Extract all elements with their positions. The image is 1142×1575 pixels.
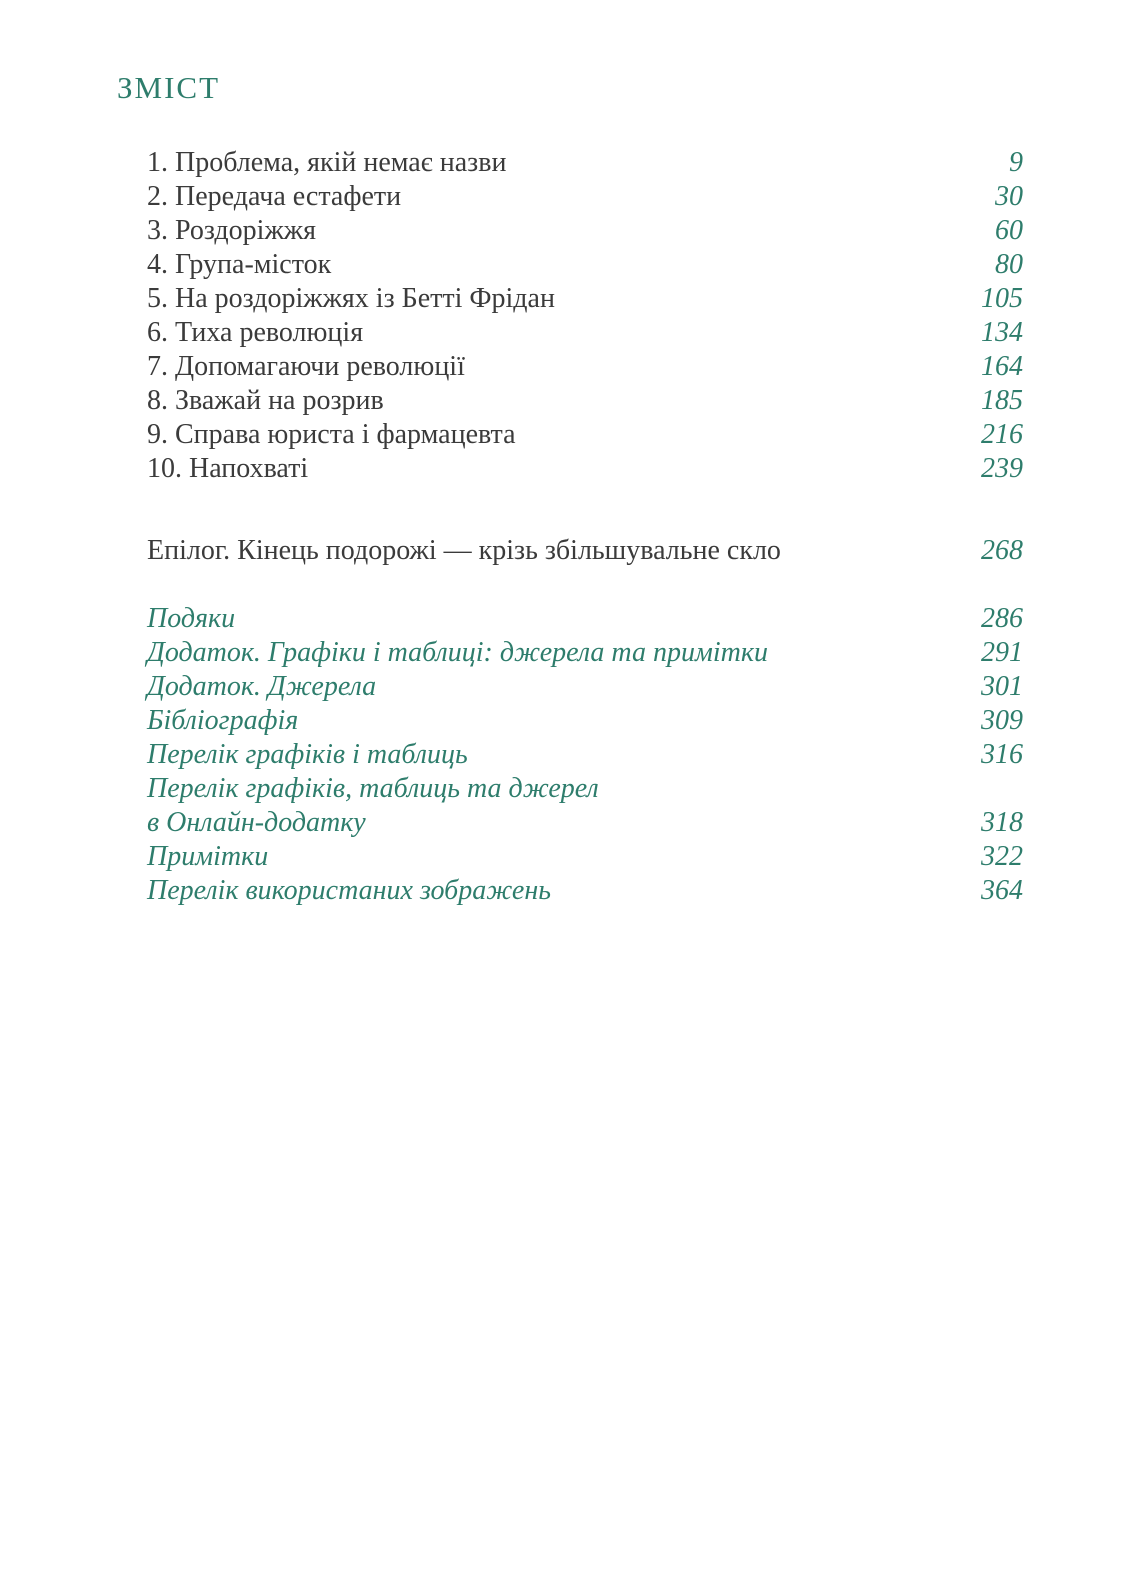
toc-entry-page-number: 80 [995,249,1023,280]
table-of-contents [147,146,1023,908]
toc-row [147,874,1023,908]
toc-entry-page-number: 286 [981,603,1023,634]
toc-entry-label: 7. Допомагаючи революції [147,351,465,382]
toc-entry-label: Додаток. Джерела [147,671,377,702]
toc-entry-page-number: 105 [981,283,1023,314]
toc-row [147,840,1023,874]
toc-entry-page-number: 301 [981,671,1023,702]
toc-entry-label: 6. Тиха революція [147,317,364,348]
toc-entry-page-number: 268 [981,535,1023,566]
toc-row [147,384,1023,418]
toc-row [147,772,1023,806]
toc-entry-label: 2. Передача естафети [147,181,402,212]
toc-entry-label: 4. Група-місток [147,249,332,280]
toc-entry-page-number: 364 [981,875,1023,906]
epilogue-list [147,534,1023,568]
toc-row [147,738,1023,772]
toc-entry-page-number: 164 [981,351,1023,382]
toc-row [147,452,1023,486]
toc-entry-label: Додаток. Графіки і таблиці: джерела та примітки [147,637,768,668]
backmatter-list [147,602,1023,908]
toc-entry-label: 9. Справа юриста і фармацевта [147,419,516,450]
toc-entry-page-number: 185 [981,385,1023,416]
toc-entry-label: 5. На роздоріжжях із Бетті Фрідан [147,283,555,314]
toc-row [147,636,1023,670]
toc-entry-label: Бібліографія [147,705,299,736]
toc-entry-label: Подяки [147,603,236,634]
chapter-list [147,146,1023,486]
toc-entry-page-number: 318 [981,807,1023,838]
toc-entry-label: 1. Проблема, якій немає назви [147,147,507,178]
toc-entry-label: Епілог. Кінець подорожі — крізь збільшувальне скло [147,535,781,566]
toc-row [147,214,1023,248]
toc-row [147,806,1023,840]
toc-entry-label: 3. Роздоріжжя [147,215,317,246]
toc-entry-label: Перелік графіків, таблиць та джерел [147,773,599,804]
toc-row [147,316,1023,350]
toc-entry-page-number: 216 [981,419,1023,450]
toc-entry-label: 8. Зважай на розрив [147,385,384,416]
toc-row [147,704,1023,738]
toc-entry-page-number: 9 [1009,147,1023,178]
toc-entry-label: в Онлайн-додатку [147,807,366,838]
toc-row [147,534,1023,568]
toc-entry-page-number: 309 [981,705,1023,736]
toc-row [147,350,1023,384]
toc-entry-page-number: 316 [981,739,1023,770]
toc-row [147,602,1023,636]
toc-row [147,670,1023,704]
toc-entry-label: Перелік графіків і таблиць [147,739,468,770]
toc-entry-page-number: 134 [981,317,1023,348]
toc-entry-page-number: 239 [981,453,1023,484]
toc-entry-page-number: 60 [995,215,1023,246]
toc-row [147,146,1023,180]
toc-entry-page-number: 30 [995,181,1023,212]
page-title: ЗМІСТ [117,70,221,105]
toc-entry-label: 10. Напохваті [147,453,309,484]
toc-row [147,248,1023,282]
toc-entry-page-number: 291 [981,637,1023,668]
toc-row [147,282,1023,316]
toc-entry-label: Примітки [147,841,269,872]
toc-row [147,180,1023,214]
toc-row [147,418,1023,452]
toc-entry-label: Перелік використаних зображень [147,875,551,906]
toc-entry-page-number: 322 [981,841,1023,872]
